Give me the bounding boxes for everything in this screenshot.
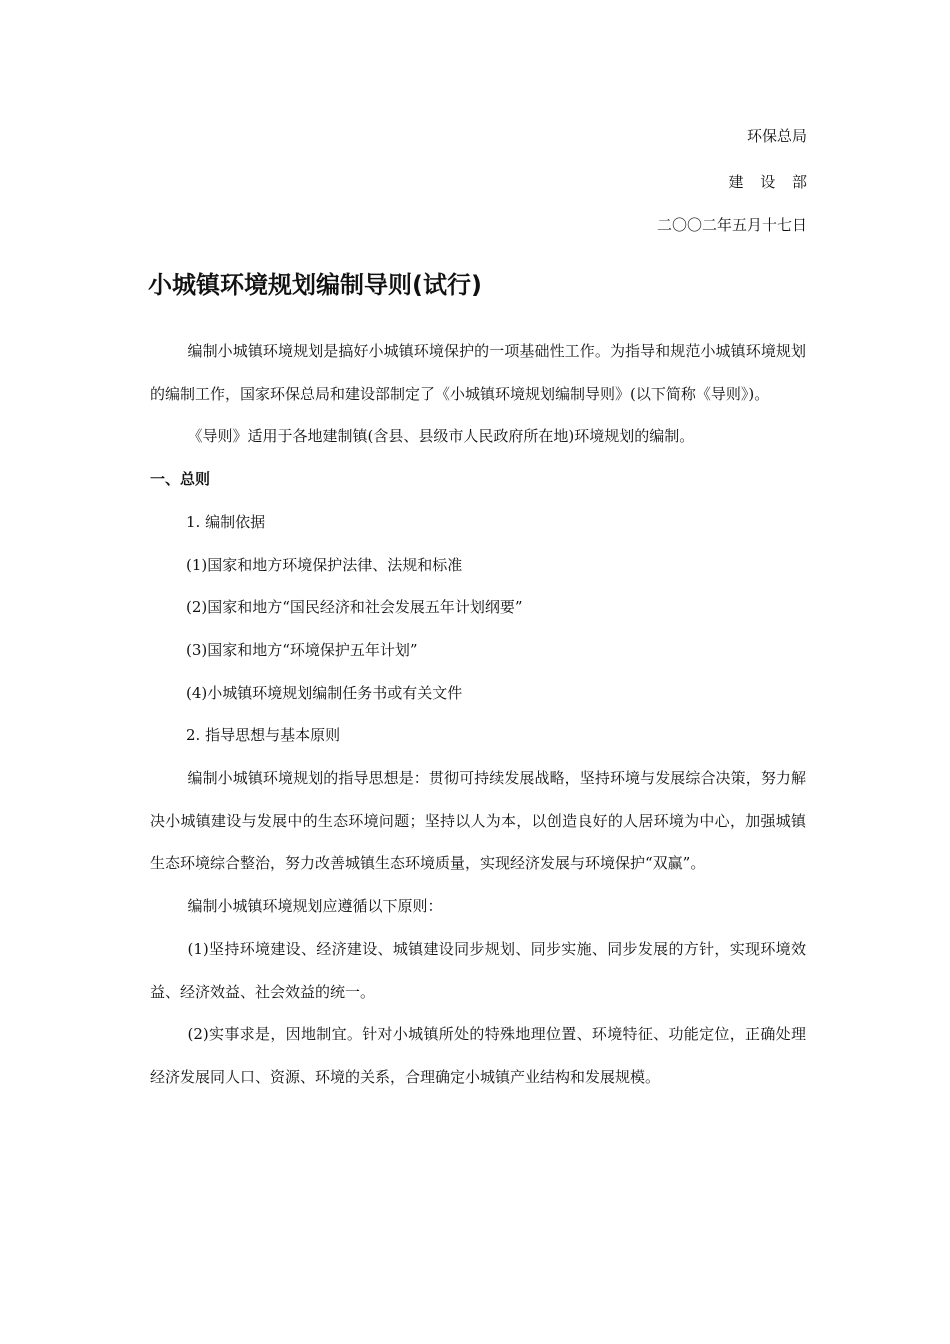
subsection-heading-basis: 1. 编制依据 [186, 512, 266, 531]
basis-item-2: (2)国家和地方“国民经济和社会发展五年计划纲要” [186, 598, 523, 617]
section-heading-general: 一、总则 [150, 470, 211, 489]
basis-item-3: (3)国家和地方“环境保护五年计划” [186, 640, 418, 659]
basis-item-4: (4)小城镇环境规划编制任务书或有关文件 [186, 683, 463, 702]
basis-item-1: (1)国家和地方环境保护法律、法规和标准 [186, 555, 463, 574]
document-title: 小城镇环境规划编制导则(试行) [148, 271, 482, 299]
document-body [150, 330, 806, 1099]
subsection-heading-principles: 2. 指导思想与基本原则 [186, 726, 341, 745]
issuer-ministry-construction: 建 设 部 [728, 173, 813, 191]
principle-1-paragraph: (1)坚持环境建设、经济建设、城镇建设同步规划、同步实施、同步发展的方针，实现环境效益、经济效益、社会效益的统一。 [150, 939, 806, 1001]
issuer-ministry-environment: 环保总局 [746, 127, 807, 145]
intro-paragraph-1: 编制小城镇环境规划是搞好小城镇环境保护的一项基础性工作。为指导和规范小城镇环境规划的编制工作，国家环保总局和建设部制定了《小城镇环境规划编制导则》(以下简称《导则》)。 [150, 342, 806, 403]
issue-date: 二〇〇二年五月十七日 [656, 216, 807, 234]
principle-2-paragraph: (2)实事求是，因地制宜。针对小城镇所处的特殊地理位置、环境特征、功能定位，正确处理经济发展同人口、资源、环境的关系，合理确定小城镇产业结构和发展规模。 [150, 1025, 806, 1086]
intro-paragraph-2: 《导则》适用于各地建制镇(含县、县级市人民政府所在地)环境规划的编制。 [187, 427, 695, 446]
principles-intro-paragraph: 编制小城镇环境规划应遵循以下原则： [187, 897, 443, 916]
guiding-ideology-paragraph: 编制小城镇环境规划的指导思想是：贯彻可持续发展战略，坚持环境与发展综合决策，努力解决小城镇建设与发展中的生态环境问题；坚持以人为本，以创造良好的人居环境为中心，加强城镇生态环境综合整治，努力改善城镇生态环境质量，实现经济发展与环境保护“双赢”。 [150, 769, 806, 873]
